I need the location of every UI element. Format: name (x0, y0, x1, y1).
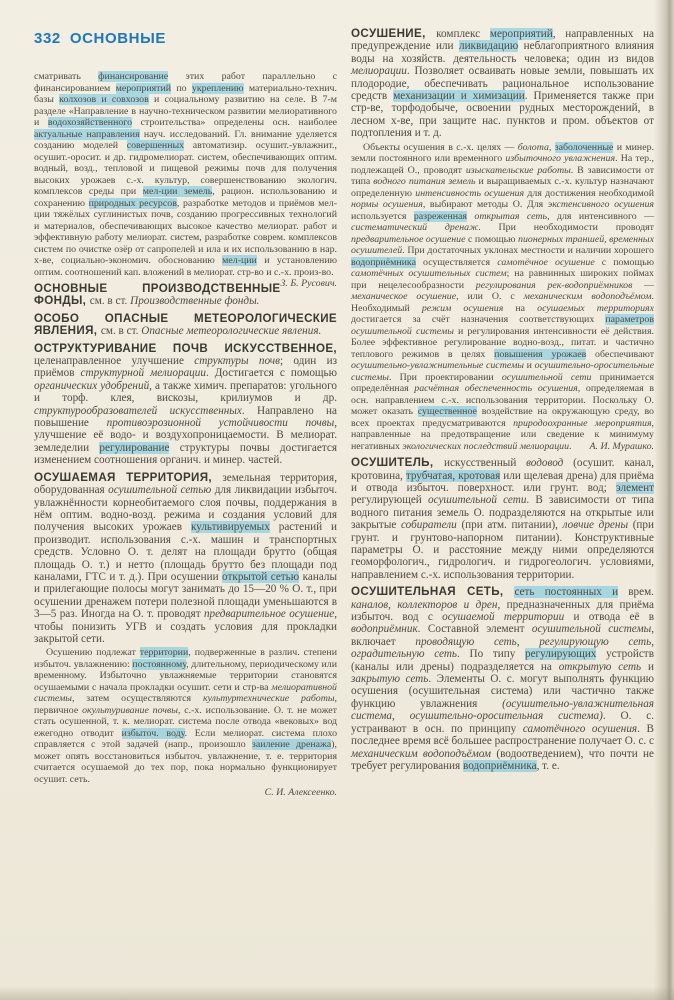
text-segment: осушительной сетью (108, 484, 212, 497)
text-segment: осушительной сети (501, 371, 592, 383)
text-segment: . В зависимости от типа (351, 164, 655, 188)
text-segment: ), может опять восстановиться избыточ. увлажнение, т. е. территория считается осушаемой до тех пор, пока нормально функционирует осушит. сеть. (34, 739, 337, 785)
text-segment: см. в ст. (89, 295, 131, 308)
right-column (351, 28, 654, 799)
text-segment: структурообразователей искусственных (34, 404, 242, 417)
text-segment: и (523, 360, 535, 372)
text-segment: изыскательские работы (465, 164, 571, 176)
text-segment: , улучшение её водо- и воздухопроницаемости. В мелиорат. земледелии (34, 417, 337, 454)
text-segment: культивируемых (190, 521, 270, 534)
text-segment: (при грунт. и грунтово-напорном питании). Конструктивные параметры О. и расстояние между ними определяются геоморфологич., гидрологич. и гидрогеологич. условиями, направлением с.-х. использования территории. (351, 519, 654, 581)
text-segment: ликвидацию (458, 40, 519, 53)
text-segment: болота (517, 141, 549, 153)
headword: ОСОБО ОПАСНЫЕ МЕТЕОРОЛОГИЧЕСКИЕ ЯВЛЕНИЯ, (34, 311, 337, 338)
text-segment: регулирующих (524, 648, 597, 661)
text-segment: закрытую сеть (351, 673, 429, 686)
text-segment: Объекты осушения в с.-х. целях — (363, 141, 518, 153)
text-segment: ; один из приёмов (34, 355, 337, 380)
headword: ОСУШИТЕЛЬ, (351, 456, 444, 470)
text-segment: природных ресурсов (88, 197, 177, 209)
text-segment: . О. с. устраивают в осн. по принципу (351, 710, 654, 735)
text-segment: осушительной системы (351, 325, 454, 337)
text-segment: , определяемая в осн. направлением с.-х. использования территории. Поскольку О. может оказать (351, 383, 654, 418)
text-segment: водоприёмник (351, 623, 418, 636)
text-segment: режим осушения (421, 302, 504, 314)
text-segment: пионерных траншей, временных осушителей (351, 233, 655, 257)
left-column (34, 28, 337, 799)
text-segment: строительства» определены осн. наиболее (132, 117, 337, 128)
right-column-body (351, 28, 654, 772)
text-segment: , длительному, периодическому или временному. Избыточно увлажняемые территории становятся осушаемыми с начала прокладки осушит. сети и стр-ва (34, 658, 338, 693)
text-segment: осушительно-оросительные системы (351, 360, 654, 383)
text-segment: окультуривание почвы (82, 704, 178, 716)
petit-paragraph-obekty-osusheniya (351, 142, 654, 453)
text-segment: искусственный (444, 457, 527, 470)
article-osushitel (351, 457, 654, 581)
text-segment: . При проектировании (388, 371, 502, 383)
text-segment: постоянному (132, 658, 187, 670)
text-segment: . (569, 440, 572, 452)
text-segment: систематический дренаж (351, 222, 479, 234)
text-segment: избыточ. воду (121, 727, 185, 739)
text-segment: . На тер., подлежащей О., проводят (351, 153, 654, 176)
text-segment: избыточного увлажнения (505, 153, 616, 165)
text-segment: Производственные фонды. (130, 295, 260, 308)
text-segment: неблагоприятного влияния воды на хозяйств. деятельность человека; один из видов (351, 40, 654, 65)
text-segment: экстенсивного осушения (547, 199, 654, 211)
text-segment: см. в ст. (100, 325, 142, 338)
page-header (34, 30, 337, 47)
text-segment: и выращиваемых с.-х. культур назначают определенную (351, 176, 654, 199)
text-segment: земельная территория, оборудованная (34, 471, 337, 497)
text-segment: , направленные на предотвращение или сведение к минимуму негативных (351, 417, 655, 452)
text-segment: расчётная обеспеченность осушения (414, 383, 578, 395)
text-segment: природоохранные мероприятия (513, 417, 652, 429)
text-segment: сматривать (34, 71, 99, 82)
text-segment: с помощью (594, 256, 654, 268)
text-segment: врем. (618, 586, 654, 599)
text-segment: (осушительно-увлажнительная система, осушительно-оросительная система) (351, 697, 654, 723)
text-segment: собиратели (400, 519, 457, 532)
text-segment: мероприятий (489, 28, 553, 40)
text-segment: водоприёмника (462, 759, 537, 772)
text-segment: регулирования рек-водоприёмников (475, 279, 633, 291)
text-segment: открытая сеть (474, 210, 548, 222)
continued-paragraph (34, 71, 338, 289)
text-segment: воздействие на окружающую среду, во всех проектах предусматриваются (351, 406, 654, 429)
text-segment: целенаправленное улучшение (34, 355, 195, 368)
text-segment: проводящую сеть, регулирующую сеть, оградительную сеть (351, 635, 654, 661)
text-segment: , затем осуществляются (71, 693, 203, 705)
text-segment: обеспечивают (586, 348, 655, 360)
text-segment: осушительно-увлажнительные системы (351, 360, 524, 372)
text-segment: или щелевая дрена) для приёма и отвода избыточ. поверхност. или грунт. вод; (351, 469, 654, 494)
text-segment: параметров (605, 314, 654, 326)
text-segment: противоэрозионной устойчивости почвы (106, 417, 335, 430)
text-segment: (при атм. питании), (456, 519, 563, 532)
text-segment: . В последнее время всё большее распространение получает О. с. с (351, 722, 654, 748)
text-segment: заиление дренажа (251, 739, 332, 751)
text-segment: экологических последствий мелиорации (402, 440, 570, 452)
text-segment: . Достигается с помощью (205, 367, 337, 380)
text-segment: укреплению (191, 82, 244, 94)
article-osushenie (351, 28, 654, 140)
text-segment: , выбирают методы О. Для (422, 199, 548, 211)
running-head-title: ОСНОВНЫЕ (69, 30, 166, 47)
headword: ОСНОВНЫЕ ПРОИЗВОДСТВЕННЫЕ ФОНДЫ, (34, 282, 281, 308)
text-segment: самотёчных осушительных систем (351, 268, 507, 280)
text-segment: сеть постоянных и (514, 586, 619, 599)
text-segment: и минер. земли постоянного или временного (351, 141, 654, 165)
text-segment: самотёчного осушения (522, 722, 638, 735)
text-segment: заболоченные (554, 141, 614, 153)
text-segment: , включает (351, 623, 654, 648)
text-segment: совершенных (126, 140, 185, 151)
text-segment: водоприёмника (351, 256, 416, 268)
text-segment: механизации и химизации (393, 90, 525, 103)
text-segment: мел-ции земель (142, 186, 213, 197)
petit-paragraph-osusheniyu-podlezhat (34, 647, 337, 785)
text-segment: этих работ параллельно с финансированием (34, 71, 337, 94)
left-column-body (34, 71, 337, 799)
text-segment: разреженная (413, 210, 467, 222)
headword: ОСУШИТЕЛЬНАЯ СЕТЬ, (351, 585, 515, 599)
text-segment: каналов, коллекторов и дрен (351, 598, 498, 611)
text-segment: водного питания земель (373, 176, 476, 188)
text-segment: , предназначенных для приёма избыточ. вод с (351, 598, 654, 624)
text-segment: структуры почвы достигается изменением соотношения органич. и минер. частей. (34, 441, 337, 467)
text-segment: , подверженные в различ. степени избыточ. увлажнению: (34, 647, 338, 670)
text-segment: регулирующей (351, 494, 428, 507)
text-segment: интенсивность осушения (415, 187, 525, 199)
text-segment: и установлению оптим. соотношений кап. вложений в мелиорат. стр-во и с.-х. произ-во. (34, 255, 337, 278)
text-segment: материально-технич. базы (34, 82, 337, 105)
text-segment: используется (351, 210, 414, 222)
text-segment: ; на равнинных широких поймах при нецелесообразности (351, 268, 654, 291)
text-segment: , с.-х. использование. О. т. не может стать осушенной, т. к. мелиорат. система после отвода «вековых» вод ежегодно отводит (34, 704, 337, 739)
text-segment: и (641, 660, 654, 673)
text-segment: с помощью (465, 233, 518, 245)
headword: ОСТРУКТУРИВАНИЕ ПОЧВ ИСКУССТВЕННОЕ, (34, 341, 337, 355)
text-segment: культуртехнические работы (202, 693, 335, 705)
text-segment: для ликвидации избыточ. увлажнённости корнеобитаемого слоя почвы, поддержания в нём оптим. водно-возд. режима и создания условий для получения высоких урожаев (34, 484, 337, 534)
text-segment: , а также химич. препаратов: угольного и торф. клея, вискозы, крилиумов и др. (34, 379, 337, 405)
text-segment: , для интенсивного — (547, 210, 655, 222)
text-segment: механическое осушение (351, 291, 457, 303)
text-segment: осушаемых территориях (537, 302, 654, 314)
text-segment: органических удобрений (34, 379, 150, 392)
signature-alekseenko (34, 787, 337, 799)
text-segment: самотёчное осушение (497, 256, 595, 268)
text-segment: мелиорации (351, 65, 407, 78)
text-segment: . В зависимости от типа водного питания земель О. подразделяются на открытые или закрытые (351, 494, 654, 532)
text-segment: структуры почв (194, 355, 280, 368)
text-segment: мел-ции (222, 255, 257, 266)
text-segment: актуальные направления (34, 128, 140, 140)
headword: ОСУШЕНИЕ, (351, 27, 437, 40)
text-segment: А. И. Мурашко. (589, 440, 654, 452)
scan-edge-shadow-right (654, 0, 674, 1000)
text-segment: . Позволяет осваивать новые земли, повышать их плодородие, обеспечивать рациональное использование средств (351, 65, 654, 103)
text-segment: осуществляется (415, 256, 498, 268)
text-segment: для достижения необходимой (524, 187, 654, 199)
text-segment: Опасные метеорологические явления. (141, 325, 322, 338)
text-segment: . Применяется также при стр-ве, торфодобыче, освоении рудных месторождений, в лесном х-ве, при защите нас. пунктов и пром. объектов от подтопления и т. д. (351, 90, 654, 140)
text-segment: и регулирования интенсивности её действия. Более эффективное регулирование водно-возд., питат. и частично теплового режимов в целях (351, 325, 654, 360)
text-segment: открытую сеть (558, 660, 642, 673)
article-osobo-opasnye-meteorologicheskie-yavleniya (34, 313, 337, 338)
text-segment: . При необходимости проводят (478, 222, 654, 234)
text-segment: , чтобы понизить УГВ и создать условия для прокладки закрытой сети. (34, 608, 337, 645)
text-segment: устройств (каналы или дрены) подразделяется на (351, 648, 654, 673)
text-segment: растений и производит. использования с.-х. машин и транспортных средств. Условно О. т. делят на площади брутто (общая площадь О. т.) и нетто (площадь брутто без площади под каналами, ГТС и т. д.). При осушении (34, 521, 337, 583)
text-segment: ловчие дрены (562, 519, 629, 532)
text-segment: . По типу (457, 648, 525, 661)
text-segment: нормы осушения (351, 199, 423, 211)
text-segment: Осушению подлежат (46, 647, 140, 659)
text-segment: предварительное осушение (351, 233, 466, 245)
text-segment: открытой сетью (222, 570, 300, 583)
text-segment: трубчатая, кротовая (405, 469, 501, 482)
text-segment: по (171, 82, 192, 94)
article-osushitelnaya-set (351, 586, 654, 772)
text-segment: . Если мелиорат. система плохо справляется с этой задачей (напр., произошло (34, 727, 338, 751)
text-segment: , первичное (34, 693, 337, 716)
text-segment: . При достаточных уклонах местности и наличии хорошего (402, 245, 654, 257)
text-segment: , (548, 141, 555, 153)
text-segment: водовод (526, 457, 564, 470)
text-segment: З. Б. Русович. (280, 278, 337, 289)
text-segment: , разработке методов и приёмов мел-ции тяжёлых суглинистых почв, созданию прогрессивных технологий и материалов, обеспечивающих высокое качество мелиорат. работ и эффективную работу мелиорат. систем, разработке соврем. комплексов систем по очистке озёр от сапропелей и ила и их использованию в нар. х-ве, социально-экономич. обоснованию (34, 197, 338, 266)
text-segment: (водоотведением), что почти не требует регулирования (351, 747, 655, 772)
text-segment: структурной мелиорации (80, 367, 206, 380)
page-content (34, 28, 654, 799)
text-segment: механическим водоподъёмом (523, 291, 652, 303)
text-segment: элемент (615, 481, 654, 494)
text-segment: достигается за счёт назначения соответствующих (351, 314, 606, 326)
text-segment: и социальному развитию на селе. В 7-м разделе «Направление в научно-техническом развитии мелиоративного и (34, 94, 337, 128)
text-segment: науч. исследований. Гл. внимание уделяется созданию моделей (34, 128, 337, 151)
text-segment: (осушит. канал, кротовина, (351, 457, 655, 482)
text-segment: механическим водоподъёмом (351, 747, 492, 760)
text-segment: комплекс (436, 28, 490, 40)
text-segment: водохозяйственного (47, 117, 133, 128)
text-segment: финансирование (98, 71, 169, 82)
text-segment: каналы и прилегающие полосы могут занимать до 15—20 % О. т., при осушении дренажем потери полезной площади уменьшаются в 3—5 раз. Иногда на О. т. проводят (34, 570, 337, 621)
text-segment: , или О. с (456, 291, 524, 303)
text-segment: — (632, 279, 655, 291)
text-segment: и отвода её в (564, 611, 654, 624)
text-segment: существенное (417, 406, 477, 418)
text-segment: , направленных на предупреждение или (351, 28, 655, 53)
text-segment: осушаемой территории (442, 611, 565, 624)
text-segment: мероприятий (115, 82, 172, 94)
text-segment: на (503, 302, 538, 314)
text-segment: . Направлено на повышение (34, 404, 337, 430)
article-osushaemaya-territoriya (34, 472, 337, 646)
scan-edge-shadow-bottom (0, 986, 674, 1000)
text-segment: предварительное осушение (203, 608, 335, 621)
text-segment: регулирование (99, 441, 170, 454)
text-segment: повышения урожаев (494, 348, 587, 360)
text-segment: . Необходимый (351, 291, 655, 314)
text-segment: . Элементы О. с. могут выполнять функцию осушения (осушительная система) или частично также функцию увлажнения (351, 673, 654, 710)
text-segment: , т. е. (536, 759, 560, 772)
text-segment: принимается определённая (351, 371, 654, 395)
article-ostrukturirovanie-pochv-iskusstvennoe (34, 343, 337, 467)
page-number: 332 (34, 30, 61, 47)
text-segment: осушительной сети (427, 494, 527, 507)
text-segment: . Составной элемент (417, 623, 532, 636)
headword: ОСУШАЕМАЯ ТЕРРИТОРИЯ, (34, 470, 223, 484)
text-segment: осушительной системы (531, 623, 652, 636)
text-segment: мелиоративной системы (34, 681, 337, 705)
text-segment: территории (139, 647, 189, 659)
text-segment: автоматизир. осушит.-увлажнит., осушит.-оросит. и др. гидромелиорат. систем, обеспечивающих оптим. водный, возд., тепловой и пищевой режимы почв для получения высоких урожаев с.-х. культур, совершенствованию экологич. комплексов среды при (34, 140, 337, 197)
text-segment: колхозов и совхозов (59, 94, 149, 105)
text-segment: С. И. Алексеенко. (264, 787, 337, 799)
two-column-layout (34, 28, 654, 799)
text-segment: , рацион. использованию и сохранению (34, 186, 337, 209)
